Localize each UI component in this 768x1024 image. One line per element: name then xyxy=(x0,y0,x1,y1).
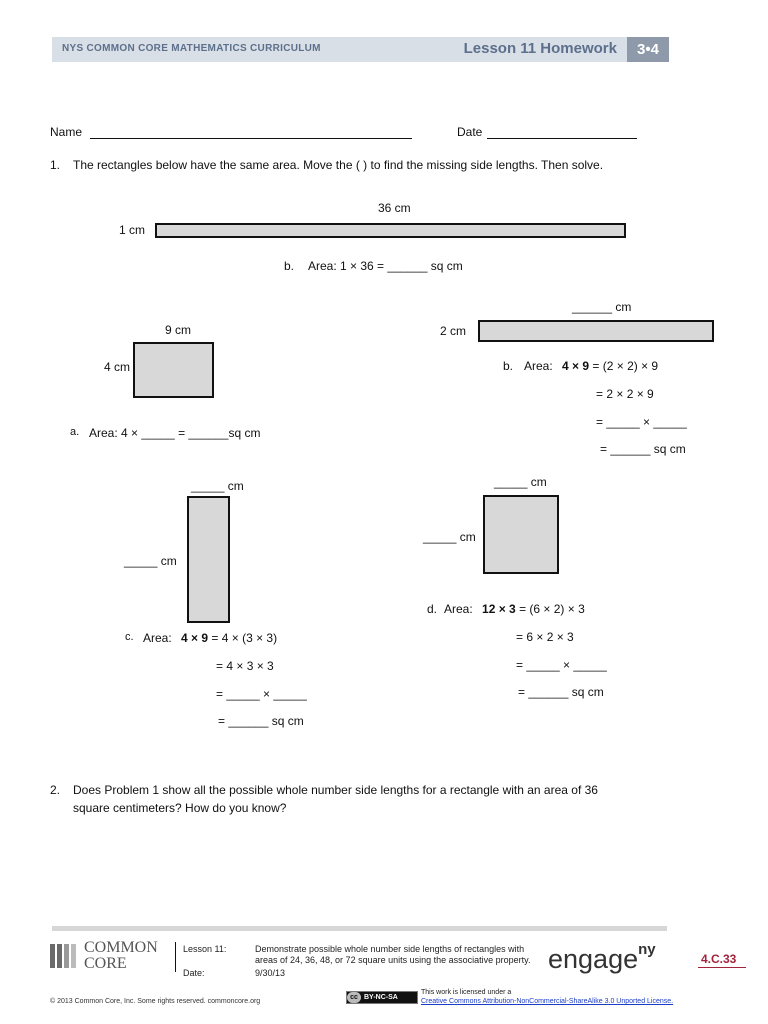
problem1-number: 1. xyxy=(50,158,61,172)
rect-c-area-expr: 4 × 9 xyxy=(181,631,209,645)
footer-divider xyxy=(175,942,176,972)
rectangle-b xyxy=(478,320,714,342)
rectangle-1-by-36 xyxy=(155,223,626,238)
name-field[interactable] xyxy=(90,138,412,139)
rect-b-area-rest: = (2 × 2) × 9 xyxy=(589,359,659,373)
rect-b-area-label: Area: xyxy=(524,359,553,373)
engage-text: engage xyxy=(548,944,639,974)
rect-d-area-rest: = (6 × 2) × 3 xyxy=(515,602,585,616)
common-core-logo-icon xyxy=(50,944,78,968)
rect-b-width-label: 2 cm xyxy=(440,324,467,338)
rectangle-c xyxy=(187,496,230,623)
rect-b-step-3: = _____ × _____ xyxy=(596,415,687,429)
brand-line-2: CORE xyxy=(84,955,127,972)
grade-module-badge: 3•4 xyxy=(627,37,669,62)
top-rect-part-label: b. xyxy=(284,259,295,273)
rect-c-width-label: _____ cm xyxy=(124,554,177,568)
rect-c-step-2: = 4 × 3 × 3 xyxy=(216,659,274,673)
rect-b-part-label: b. xyxy=(503,359,514,373)
rect-b-step-2: = 2 × 2 × 9 xyxy=(596,387,654,401)
cc-license-badge-icon[interactable] xyxy=(346,991,418,1004)
cc-badge-text: BY-NC-SA xyxy=(364,994,398,1001)
rect-d-step-4: = ______ sq cm xyxy=(518,685,604,699)
curriculum-title: NYS COMMON CORE MATHEMATICS CURRICULUM xyxy=(62,43,321,54)
page-id: 4.C.33 xyxy=(701,952,737,966)
footer-lesson-desc-1: Demonstrate possible whole number side lengths of rectangles with xyxy=(255,944,525,954)
footer-lesson-desc-2: areas of 24, 36, 48, or 72 square units using the associative property. xyxy=(255,955,531,965)
rect-c-step-4: = ______ sq cm xyxy=(218,714,304,728)
rect-a-width-label: 4 cm xyxy=(104,360,131,374)
rect-d-width-label: _____ cm xyxy=(423,530,476,544)
common-core-brand xyxy=(84,940,158,972)
footer-bar xyxy=(52,926,667,931)
rect-d-step-3: = _____ × _____ xyxy=(516,658,607,672)
footer-date-label: Date: xyxy=(183,968,205,978)
rect-d-area-label: Area: xyxy=(444,602,473,616)
top-rect-length-label: 36 cm xyxy=(378,201,411,215)
footer-date-value: 9/30/13 xyxy=(255,968,286,978)
lesson-title: Lesson 11 Homework xyxy=(463,40,617,57)
problem2-number: 2. xyxy=(50,783,61,797)
rect-b-area-expr: 4 × 9 xyxy=(562,359,590,373)
rect-c-length-label: _____ cm xyxy=(191,479,244,493)
header-bar xyxy=(52,37,669,62)
copyright: © 2013 Common Core, Inc. Some rights reserved. commoncore.org xyxy=(50,998,261,1005)
rect-d-area-expr: 12 × 3 xyxy=(482,602,516,616)
rect-b-step-4: = ______ sq cm xyxy=(600,442,686,456)
rect-a-area: Area: 4 × _____ = ______sq cm xyxy=(89,426,261,440)
cc-badge-cc: cc xyxy=(347,992,361,1003)
problem2-text-line1: Does Problem 1 show all the possible whole number side lengths for a rectangle with an area of 36 xyxy=(73,783,598,797)
rect-d-length-label: _____ cm xyxy=(494,475,547,489)
rectangle-d xyxy=(483,495,559,574)
date-label: Date xyxy=(457,125,483,139)
rect-c-step-3: = _____ × _____ xyxy=(216,687,307,701)
date-field[interactable] xyxy=(487,138,637,139)
footer-lesson-label: Lesson 11: xyxy=(183,944,227,954)
rectangle-4-by-9 xyxy=(133,342,214,398)
problem1-text: The rectangles below have the same area. Move the ( ) to find the missing side lengths. Then solve. xyxy=(73,158,604,172)
rect-b-length-label: ______ cm xyxy=(572,300,632,314)
rect-d-step-2: = 6 × 2 × 3 xyxy=(516,630,574,644)
top-rect-width-label: 1 cm xyxy=(119,223,146,237)
rect-d-part-label: d. xyxy=(427,602,438,616)
rect-c-area-label: Area: xyxy=(143,631,172,645)
top-rect-area: Area: 1 × 36 = ______ sq cm xyxy=(308,259,463,273)
page-id-underline xyxy=(698,967,746,968)
rect-a-length-label: 9 cm xyxy=(165,323,192,337)
name-label: Name xyxy=(50,125,83,139)
rect-c-area-rest: = 4 × (3 × 3) xyxy=(208,631,278,645)
problem2-text-line2: square centimeters? How do you know? xyxy=(73,801,287,815)
license-link[interactable]: Creative Commons Attribution-NonCommercial-ShareAlike 3.0 Unported License. xyxy=(421,998,674,1005)
rect-c-part-label: c. xyxy=(125,631,134,643)
license-intro: This work is licensed under a xyxy=(421,989,512,996)
rect-a-part-label: a. xyxy=(70,426,80,438)
engage-ny-logo xyxy=(548,941,656,975)
engage-ny-sup: ny xyxy=(638,941,656,958)
brand-line-1: COMMON xyxy=(84,939,158,956)
